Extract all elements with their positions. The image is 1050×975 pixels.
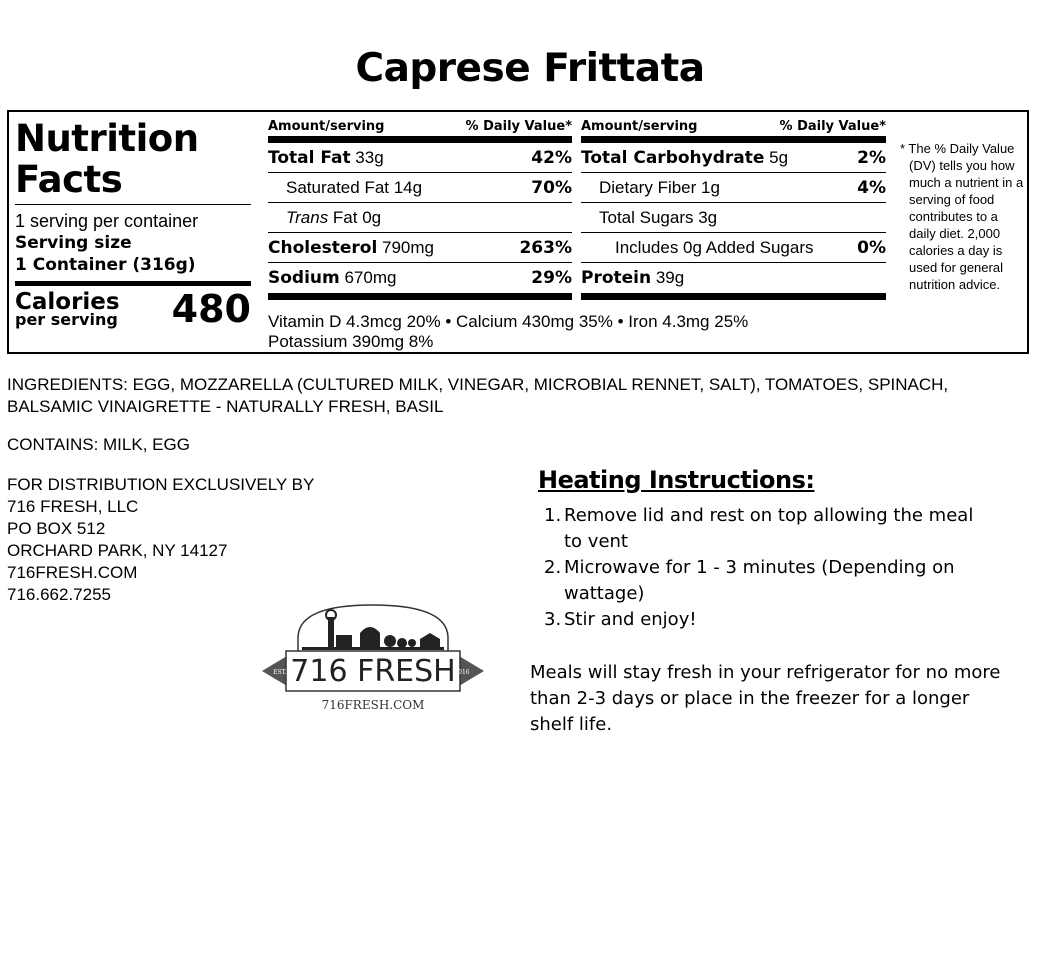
servings-per-container: 1 serving per container: [15, 211, 199, 231]
divider-thick: [581, 293, 886, 300]
nutrient-amount: 5g: [764, 147, 789, 167]
company-name: 716 FRESH, LLC: [7, 497, 139, 516]
nutrient-amount: 790mg: [377, 237, 434, 257]
nutrient-row-sodium: [268, 263, 572, 293]
product-title: Caprese Frittata: [355, 46, 705, 91]
nutrient-row-total-sugars: [581, 203, 886, 233]
city-state-zip: ORCHARD PARK, NY 14127: [7, 541, 228, 560]
nutrient-row-cholesterol: [268, 233, 572, 263]
logo-url-text: 716FRESH.COM: [321, 698, 425, 712]
nutrient-name: Dietary Fiber 1g: [599, 177, 720, 197]
nutrient-dv: 2%: [857, 147, 886, 168]
distribution-info: [7, 474, 314, 606]
tree-1: [384, 635, 396, 647]
barn-dome: [360, 627, 380, 647]
heating-step: [544, 503, 994, 555]
vitamins-minerals: [268, 312, 748, 352]
po-box: PO BOX 512: [7, 519, 106, 538]
nutrient-amount: 33g: [350, 147, 384, 167]
logo-brand-text: 716 FRESH: [290, 654, 456, 689]
phone-number: 716.662.7255: [7, 585, 111, 604]
vitamins-line-2: Potassium 390mg 8%: [268, 332, 434, 351]
nutrient-dv: 4%: [857, 177, 886, 198]
nutrient-name: Saturated Fat 14g: [286, 177, 423, 197]
storage-note: Meals will stay fresh in your refrigerator for no more than 2-3 days or place in the freezer for a longer shelf life.: [530, 662, 1001, 735]
heading-line-1: Nutrition: [15, 117, 199, 160]
step-text: Remove lid and rest on top allowing the meal to vent: [564, 505, 974, 552]
calories-value: 480: [171, 287, 251, 331]
heading-line-2: Facts: [15, 158, 123, 201]
nutrient-column-right: [581, 119, 886, 300]
calories-label: Calories: [15, 289, 120, 315]
nutrient-row-dietary-fiber: [581, 173, 886, 203]
nutrient-name: Total Carbohydrate: [581, 147, 765, 168]
nutrient-column-left: [268, 119, 572, 300]
nutrient-name: Cholesterol: [268, 237, 378, 258]
column-header: [268, 119, 572, 143]
daily-value-header: % Daily Value*: [779, 119, 886, 134]
nutrient-dv: 70%: [531, 177, 572, 198]
nutrient-dv: 42%: [531, 147, 572, 168]
nutrient-name: Sodium: [268, 268, 340, 288]
daily-value-header: % Daily Value*: [465, 119, 572, 134]
nutrient-row-trans-fat: [268, 203, 572, 233]
nutrient-name-italic: Trans: [286, 207, 329, 227]
barn-small: [336, 635, 352, 647]
divider-thick: [268, 293, 572, 300]
nutrient-name: Includes 0g Added Sugars: [615, 237, 814, 257]
divider: [15, 204, 251, 205]
calories-row: [15, 287, 251, 331]
nutrient-name: Total Sugars 3g: [599, 207, 718, 227]
step-number: 3.: [544, 609, 562, 630]
brand-logo: [262, 603, 484, 718]
step-text: Stir and enjoy!: [564, 609, 697, 630]
step-number: 1.: [544, 505, 562, 526]
heating-instructions-title: Heating Instructions:: [538, 466, 815, 494]
column-header: [581, 119, 886, 143]
nutrient-row-saturated-fat: [268, 173, 572, 203]
ground-line: [302, 647, 444, 650]
tree-2: [397, 638, 407, 648]
nutrient-dv: 29%: [531, 268, 572, 288]
website: 716FRESH.COM: [7, 563, 138, 582]
serving-size-label: Serving size: [15, 233, 132, 253]
calories-sublabel: per serving: [15, 310, 118, 329]
footnote-text: * The % Daily Value (DV) tells you how much a nutrient in a serving of food contributes to a daily diet. 2,000 calories a day is used for general nutrition advice.: [900, 141, 1024, 292]
allergen-statement: CONTAINS: MILK, EGG: [7, 435, 190, 454]
nutrient-amount: 670mg: [339, 268, 397, 287]
nutrient-amount: 39g: [651, 268, 685, 287]
nutrition-facts-heading: [15, 118, 251, 200]
heating-steps: [544, 503, 994, 633]
step-number: 2.: [544, 557, 562, 578]
tree-3: [408, 639, 416, 647]
logo-year-text: 2016: [454, 669, 470, 676]
nutrient-dv: 0%: [857, 237, 886, 258]
nutrient-name: Protein: [581, 268, 652, 288]
vitamins-line-1: Vitamin D 4.3mcg 20% • Calcium 430mg 35% • Iron 4.3mg 25%: [268, 312, 749, 331]
nutrient-name: Fat 0g: [328, 207, 382, 227]
nutrient-dv: 263%: [519, 237, 572, 258]
ingredients-statement: INGREDIENTS: EGG, MOZZARELLA (CULTURED MILK, VINEGAR, MICROBIAL RENNET, SALT), TOMATOES, SPINACH, BALSAMIC VINAIGRETTE - NATURALLY FRESH, BASIL: [7, 375, 949, 416]
nutrient-row-protein: [581, 263, 886, 293]
daily-value-footnote: [900, 140, 1025, 293]
amount-per-serving-header: Amount/serving: [581, 119, 698, 134]
nutrition-facts-panel: [7, 110, 1029, 354]
nutrition-summary: [15, 117, 251, 331]
windmill-tower: [328, 617, 334, 647]
heating-step: [544, 555, 994, 607]
nutrient-row-added-sugars: [581, 233, 886, 263]
divider-thick: [15, 281, 251, 286]
step-text: Microwave for 1 - 3 minutes (Depending on wattage): [564, 557, 955, 604]
distribution-line: FOR DISTRIBUTION EXCLUSIVELY BY: [7, 475, 315, 494]
amount-per-serving-header: Amount/serving: [268, 119, 385, 134]
nutrient-row-total-carbohydrate: [581, 143, 886, 173]
serving-size-value: 1 Container (316g): [15, 255, 196, 275]
logo-est-text: EST.: [273, 669, 287, 676]
nutrient-row-total-fat: [268, 143, 572, 173]
heating-step: [544, 607, 994, 633]
nutrient-name: Total Fat: [268, 147, 351, 168]
